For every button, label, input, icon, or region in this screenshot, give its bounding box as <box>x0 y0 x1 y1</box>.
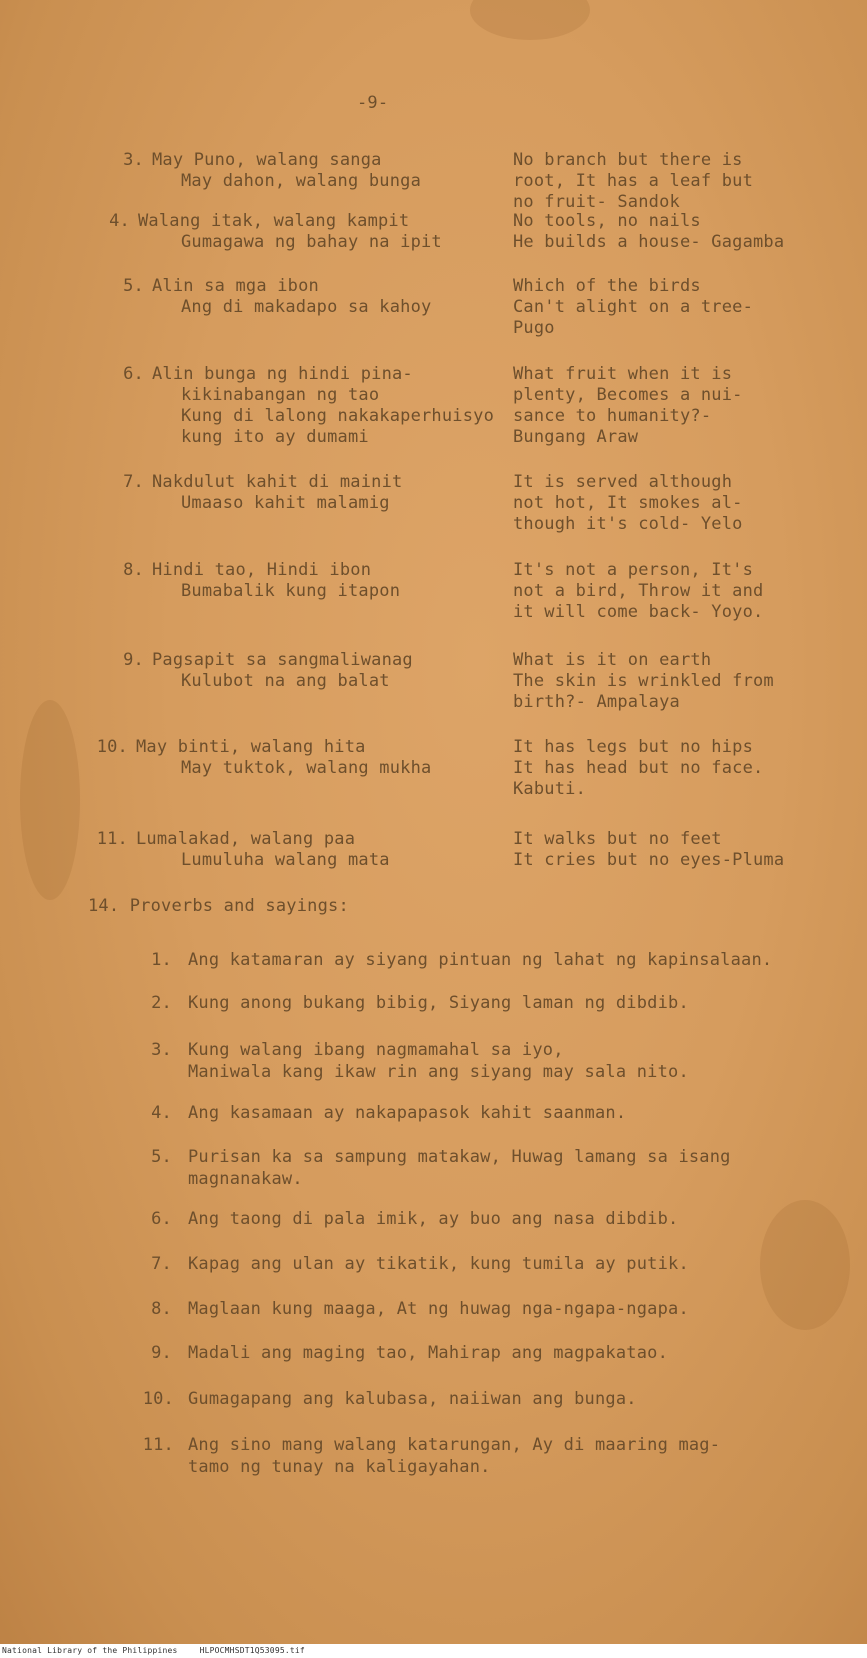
proverb-line: Maniwala kang ikaw rin ang siyang may sala nito. <box>188 1062 689 1082</box>
footer <box>0 1644 867 1658</box>
riddle-english-line: No tools, no nails <box>513 211 701 231</box>
riddle-number: 6. <box>123 364 144 384</box>
proverb-line: Ang kasamaan ay nakapapasok kahit saanman. <box>188 1103 627 1123</box>
riddle-tagalog-line: Kung di lalong nakakaperhuisyo <box>181 406 495 426</box>
page-number: -9- <box>357 93 389 113</box>
riddle-english-line: birth?- Ampalaya <box>513 692 680 712</box>
riddle-number: 9. <box>123 650 144 670</box>
riddle-english-line: though it's cold- Yelo <box>513 514 743 534</box>
riddle-tagalog-line: May tuktok, walang mukha <box>181 758 432 778</box>
proverb-line: Madali ang maging tao, Mahirap ang magpakatao. <box>188 1343 669 1363</box>
riddle-tagalog-line: Hindi tao, Hindi ibon <box>152 560 372 580</box>
riddle-number: 8. <box>123 560 144 580</box>
riddle-english-line: The skin is wrinkled from <box>513 671 774 691</box>
riddle-english-line: It has head but no face. <box>513 758 764 778</box>
footer-library: National Library of the Philippines <box>2 1646 178 1655</box>
riddle-number: 11. <box>96 829 128 849</box>
riddle-english-line: Bungang Araw <box>513 427 639 447</box>
riddle-english-line: It is served although <box>513 472 733 492</box>
proverb-line: Purisan ka sa sampung matakaw, Huwag lamang sa isang <box>188 1147 731 1167</box>
riddle-english-line: It has legs but no hips <box>513 737 754 757</box>
proverb-line: Kung anong bukang bibig, Siyang laman ng dibdib. <box>188 993 689 1013</box>
proverb-number: 10. <box>142 1389 174 1409</box>
proverb-line: Kapag ang ulan ay tikatik, kung tumila ay putik. <box>188 1254 689 1274</box>
riddle-number: 7. <box>123 472 144 492</box>
proverb-number: 1. <box>151 950 172 970</box>
paper-stain <box>470 0 590 40</box>
riddle-tagalog-line: kung ito ay dumami <box>181 427 369 447</box>
proverb-number: 7. <box>151 1254 172 1274</box>
riddle-tagalog-line: Bumabalik kung itapon <box>181 581 401 601</box>
riddle-tagalog-line: Lumalakad, walang paa <box>136 829 356 849</box>
riddle-english-line: it will come back- Yoyo. <box>513 602 764 622</box>
riddle-number: 3. <box>123 150 144 170</box>
footer-filename: HLPOCMHSDT1Q53095.tif <box>199 1646 305 1655</box>
riddle-english-line: no fruit- Sandok <box>513 192 680 212</box>
proverb-number: 6. <box>151 1209 172 1229</box>
proverb-number: 11. <box>142 1435 174 1455</box>
riddle-english-line: It walks but no feet <box>513 829 722 849</box>
riddle-tagalog-line: Umaaso kahit malamig <box>181 493 390 513</box>
paper-stain <box>760 1200 850 1330</box>
riddle-english-line: Which of the birds <box>513 276 701 296</box>
riddle-tagalog-line: Gumagawa ng bahay na ipit <box>181 232 442 252</box>
riddle-number: 5. <box>123 276 144 296</box>
proverb-line: Ang taong di pala imik, ay buo ang nasa dibdib. <box>188 1209 679 1229</box>
paper-stain <box>20 700 80 900</box>
proverb-line: Gumagapang ang kalubasa, naiiwan ang bunga. <box>188 1389 637 1409</box>
riddle-english-line: not hot, It smokes al- <box>513 493 743 513</box>
riddle-english-line: No branch but there is <box>513 150 743 170</box>
riddle-english-line: He builds a house- Gagamba <box>513 232 785 252</box>
proverb-line: Ang katamaran ay siyang pintuan ng lahat ng kapinsalaan. <box>188 950 773 970</box>
proverb-line: tamo ng tunay na kaligayahan. <box>188 1457 491 1477</box>
proverb-number: 9. <box>151 1343 172 1363</box>
riddle-english-line: Kabuti. <box>513 779 587 799</box>
proverb-number: 8. <box>151 1299 172 1319</box>
riddle-tagalog-line: Kulubot na ang balat <box>181 671 390 691</box>
proverb-number: 5. <box>151 1147 172 1167</box>
riddle-english-line: What fruit when it is <box>513 364 733 384</box>
riddle-number: 10. <box>96 737 128 757</box>
riddle-tagalog-line: May dahon, walang bunga <box>181 171 422 191</box>
riddle-english-line: Can't alight on a tree- <box>513 297 754 317</box>
proverb-line: Kung walang ibang nagmamahal sa iyo, <box>188 1040 564 1060</box>
proverb-line: Maglaan kung maaga, At ng huwag nga-ngapa-ngapa. <box>188 1299 689 1319</box>
riddle-tagalog-line: May Puno, walang sanga <box>152 150 382 170</box>
riddle-tagalog-line: Walang itak, walang kampit <box>138 211 410 231</box>
riddle-english-line: plenty, Becomes a nui- <box>513 385 743 405</box>
riddle-tagalog-line: Pagsapit sa sangmaliwanag <box>152 650 413 670</box>
riddle-english-line: Pugo <box>513 318 555 338</box>
riddle-english-line: sance to humanity?- <box>513 406 712 426</box>
riddle-tagalog-line: kikinabangan ng tao <box>181 385 380 405</box>
proverb-number: 3. <box>151 1040 172 1060</box>
section-heading: 14. Proverbs and sayings: <box>88 896 349 916</box>
proverb-number: 2. <box>151 993 172 1013</box>
riddle-tagalog-line: Alin bunga ng hindi pina- <box>152 364 413 384</box>
riddle-tagalog-line: Alin sa mga ibon <box>152 276 319 296</box>
proverb-line: Ang sino mang walang katarungan, Ay di maaring mag- <box>188 1435 721 1455</box>
proverb-number: 4. <box>151 1103 172 1123</box>
proverb-line: magnanakaw. <box>188 1169 303 1189</box>
riddle-tagalog-line: May binti, walang hita <box>136 737 366 757</box>
riddle-tagalog-line: Lumuluha walang mata <box>181 850 390 870</box>
riddle-number: 4. <box>109 211 130 231</box>
riddle-english-line: root, It has a leaf but <box>513 171 754 191</box>
riddle-english-line: It's not a person, It's <box>513 560 754 580</box>
riddle-english-line: What is it on earth <box>513 650 712 670</box>
riddle-english-line: not a bird, Throw it and <box>513 581 764 601</box>
riddle-tagalog-line: Nakdulut kahit di mainit <box>152 472 403 492</box>
riddle-english-line: It cries but no eyes-Pluma <box>513 850 785 870</box>
riddle-tagalog-line: Ang di makadapo sa kahoy <box>181 297 432 317</box>
